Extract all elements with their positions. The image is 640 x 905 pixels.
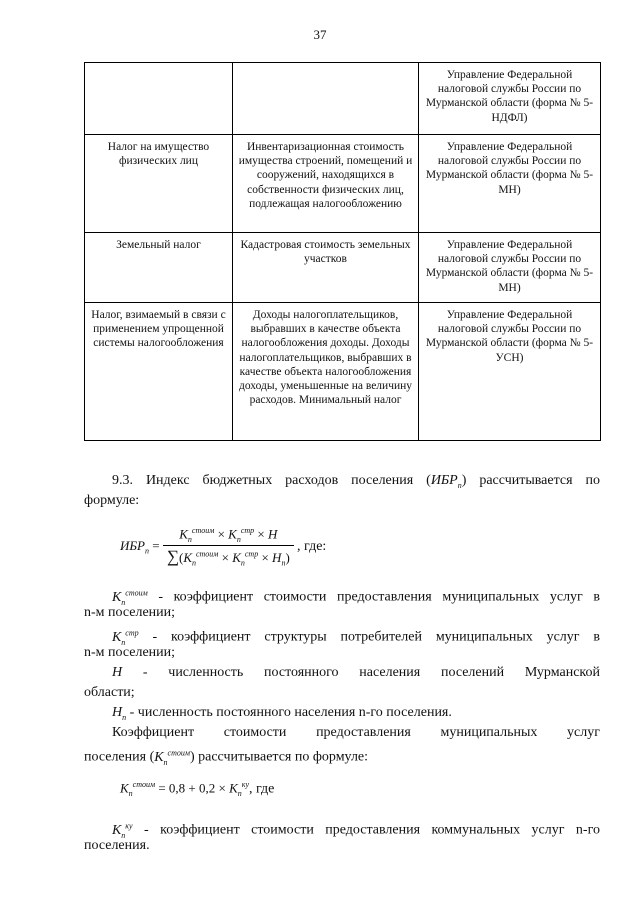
table-cell: Налог, взимаемый в связи с применением упрощенной системы налогообложения <box>85 303 233 441</box>
table-cell: Управление Федеральной налоговой службы России по Мурманской области (форма № 5-НДФЛ) <box>419 63 601 135</box>
para-coefficient-line1: Коэффициент стоимости предоставления муниципальных услуг <box>112 725 600 740</box>
formula-fraction <box>163 526 294 568</box>
text-fragment: ) рассчитывается по <box>461 473 600 488</box>
definition-k-stoim-cont: n-м поселении; <box>84 605 176 620</box>
table-cell: Налог на имущество физических лиц <box>85 135 233 233</box>
table-row <box>85 233 601 303</box>
table-cell: Земельный налог <box>85 233 233 303</box>
para-coefficient-line2: поселения $(К_п^{стоим})$ рассчитывается по формуле: <box>84 748 369 767</box>
table-cell <box>233 63 419 135</box>
table-cell: Кадастровая стоимость земельных участков <box>233 233 419 303</box>
definition-k-ku: $К_п^{ку}$ - коэффициент стоимости предоставления коммунальных услуг n-го <box>112 821 600 840</box>
tax-sources-table <box>84 62 601 441</box>
definition-h: Н - численность постоянного населения поселений Мурманской <box>112 665 600 680</box>
definition-k-stoim: $К_п^{стоим}$ - коэффициент стоимости предоставления муниципальных услуг в <box>112 588 600 607</box>
formula-numerator: $К_п^{стоим} \times К_п^{стр} \times Н$ <box>163 526 294 546</box>
table-cell: Инвентаризационная стоимость имущества строений, помещений и сооружений, находящихся в собственности физических лиц, подлежащая налогообложению <box>233 135 419 233</box>
formula-ibr: $ИБР_п$ = $\frac{К_п^{стоим} \times К_п^{стр} \times Н}{\sum(К_п^{стоим} \times К_п^{стр} \times Н_п)}$ , где: <box>120 526 327 568</box>
section-9-3-line2: формуле: <box>84 493 140 508</box>
table-row <box>85 303 601 441</box>
page-number: 37 <box>313 27 327 42</box>
table-cell: Управление Федеральной налоговой службы России по Мурманской области (форма № 5-МН) <box>419 135 601 233</box>
table-row <box>85 63 601 135</box>
table-row <box>85 135 601 233</box>
definition-h-cont: области; <box>84 685 135 700</box>
formula-k-stoim: $К_п^{стоим} = 0,8 + 0,2 \times К_п^{ку}$, где <box>120 780 275 798</box>
definition-k-str: $К_п^{стр}$ - коэффициент структуры потребителей муниципальных услуг в <box>112 628 600 647</box>
table-cell: Управление Федеральной налоговой службы России по Мурманской области (форма № 5-УСН) <box>419 303 601 441</box>
table-cell: Управление Федеральной налоговой службы России по Мурманской области (форма № 5-МН) <box>419 233 601 303</box>
table-cell: Доходы налогоплательщиков, выбравших в качестве объекта налогообложения доходы. Доходы налогоплательщиков, выбравших в качестве объекта налогообложения доходы, уменьшенные на величину расходов. Минимальный налог <box>233 303 419 441</box>
formula-denominator: $\sum(К_п^{стоим} \times К_п^{стр} \times Н_п)$ <box>166 546 290 568</box>
table-cell <box>85 63 233 135</box>
definition-k-ku-cont: поселения. <box>84 838 150 853</box>
definition-hn: $Н_п$ - численность постоянного населения n-го поселения. <box>112 705 452 722</box>
definition-k-str-cont: n-м поселении; <box>84 645 176 660</box>
text-fragment: 9.3. Индекс бюджетных расходов поселения ( <box>112 473 431 488</box>
ibr-symbol: $ИБР_п$ <box>430 473 462 490</box>
